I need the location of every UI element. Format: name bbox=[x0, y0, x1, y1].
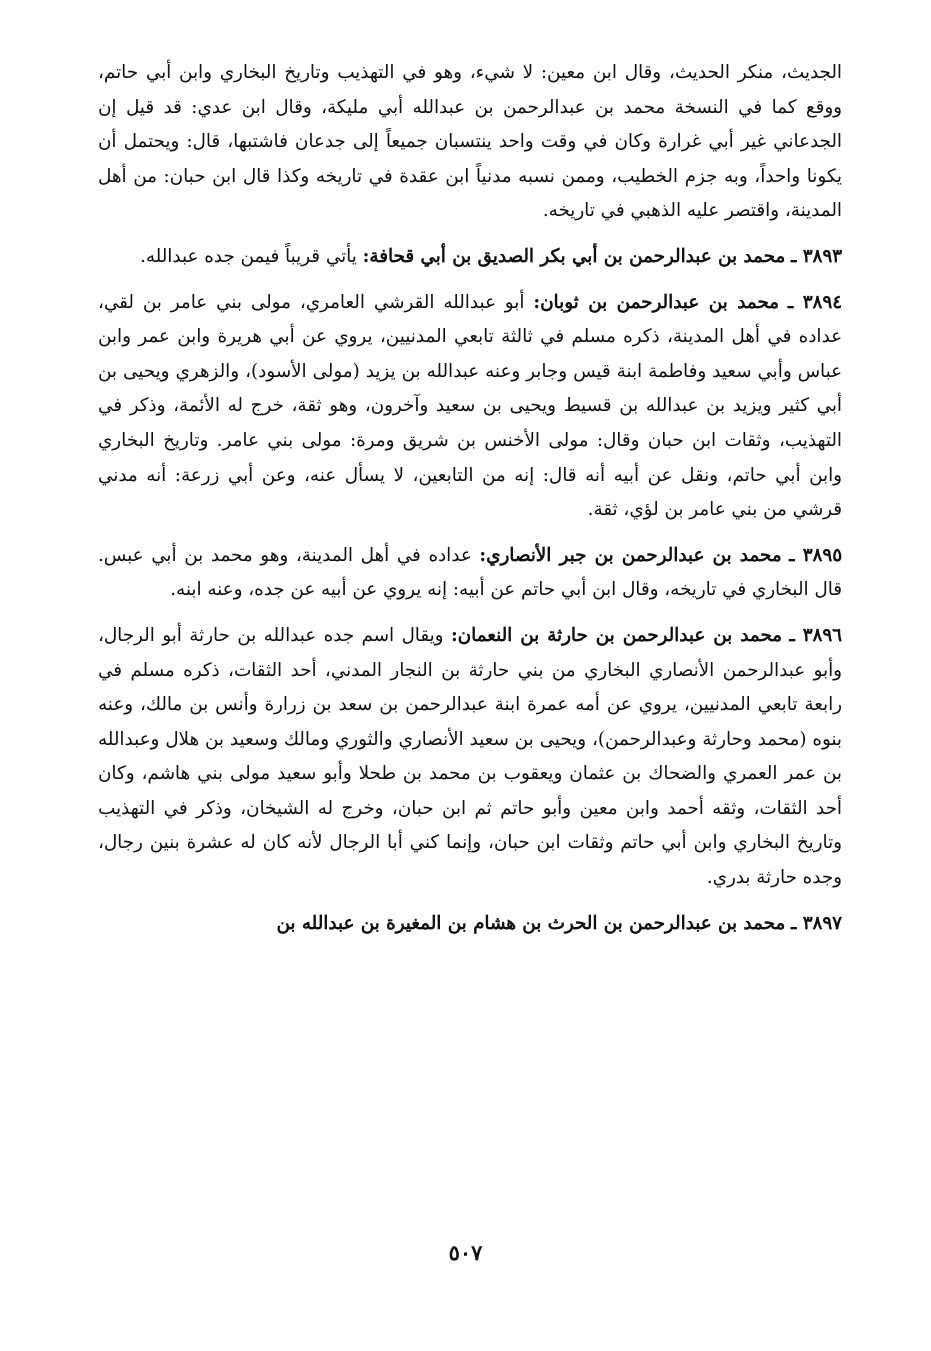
entry-name: محمد بن عبدالرحمن بن جبر الأنصاري: bbox=[479, 544, 782, 566]
entry-name: محمد بن عبدالرحمن بن حارثة بن النعمان: bbox=[450, 624, 782, 646]
entry-number: ٣٨٩٥ ـ bbox=[789, 544, 843, 566]
entry-number: ٣٨٩٧ ـ bbox=[790, 912, 842, 934]
entry-3894 bbox=[98, 286, 842, 528]
entry-number: ٣٨٩٣ ـ bbox=[790, 245, 842, 267]
page-number: ٥٠٧ bbox=[448, 1240, 483, 1265]
paragraph-continuation bbox=[98, 56, 842, 229]
entry-text: ويقال اسم جده عبدالله بن حارثة أبو الرجال، وأبو عبدالرحمن الأنصاري البخاري من بني حارثة بن النجار المدني، أحد الثقات، ذكره مسلم في رابعة تابعي المدنيين، يروي عن أمه عمرة ابنة عبدالرحمن بن سعد بن زرارة وأنس بن مالك، وعنه بنوه (محمد وحارثة وعبدالرحمن)، ويحيى بن سعيد الأنصاري والثوري ومالك وسعيد بن هلال وعبدالله بن عمر العمري والضحاك بن عثمان ويعقوب بن محمد بن طحلا وأبو سعيد مولى بني هاشم، وكان أحد الثقات، وثقه أحمد وابن معين وأبو حاتم ثم ابن حبان، وخرج له الشيخان، وذكر في التهذيب وتاريخ البخاري وابن أبي حاتم وثقات ابن حبان، وإنما كني أبا الرجال لأنه كان له عشرة بنين رجال، وجده حارثة بدري. bbox=[98, 624, 842, 889]
entry-text: عداده في أهل المدينة، وهو محمد بن أبي عبس. قال البخاري في تاريخه، وقال ابن أبي حاتم عن أبيه: إنه يروي عن أبيه عن جده، وعنه ابنه. bbox=[98, 544, 842, 601]
entry-number: ٣٨٩٤ ـ bbox=[787, 291, 843, 313]
entry-name: محمد بن عبدالرحمن بن الحرث بن هشام بن المغيرة بن عبدالله بن bbox=[276, 912, 786, 934]
document-body bbox=[98, 56, 842, 941]
entry-3893 bbox=[98, 240, 842, 275]
entry-3895 bbox=[98, 539, 842, 608]
paragraph-text: الجديث، منكر الحديث، وقال ابن معين: لا شيء، وهو في التهذيب وتاريخ البخاري وابن أبي حاتم، ووقع كما في النسخة محمد بن عبدالرحمن بن عبدالله أبي مليكة، وقال ابن عدي: قد قيل إن الجدعاني غير أبي غرارة وكان في وقت واحد ينتسبان جميعاً إلى جدعان فاشتبها، قال: ويحتمل أن يكونا واحداً، وبه جزم الخطيب، وممن نسبه مدنياً ابن عقدة في تاريخه وكذا قال ابن حبان: من أهل المدينة، واقتصر عليه الذهبي في تاريخه. bbox=[98, 62, 842, 222]
entry-3896 bbox=[98, 619, 842, 896]
entry-3897 bbox=[98, 907, 842, 942]
entry-number: ٣٨٩٦ ـ bbox=[789, 624, 842, 646]
entry-name: محمد بن عبدالرحمن بن أبي بكر الصديق بن أبي قحافة: bbox=[362, 245, 786, 267]
entry-name: محمد بن عبدالرحمن بن ثوبان: bbox=[533, 291, 779, 313]
entry-text: أبو عبدالله القرشي العامري، مولى بني عامر بن لقي، عداده في أهل المدينة، ذكره مسلم في ثالثة تابعي المدنيين، يروي عن أبي هريرة وابن عمر وابن عباس وأبي سعيد وفاطمة ابنة قيس وجابر وعنه عبدالله بن يزيد (مولى الأسود)، والزهري ويحيى بن أبي كثير ويزيد بن عبدالله بن قسيط ويحيى بن سعيد وآخرون، وهو ثقة، خرج له الأئمة، وذكر في التهذيب، وثقات ابن حبان وقال: مولى الأخنس بن شريق ومرة: مولى بني عامر. وتاريخ البخاري وابن أبي حاتم، ونقل عن أبيه أنه قال: إنه من التابعين، لا يسأل عنه، وعن أبي زرعة: أنه مدني قرشي من بني عامر بن لؤي، ثقة. bbox=[98, 291, 842, 521]
entry-text: يأتي قريباً فيمن جده عبدالله. bbox=[140, 245, 357, 267]
